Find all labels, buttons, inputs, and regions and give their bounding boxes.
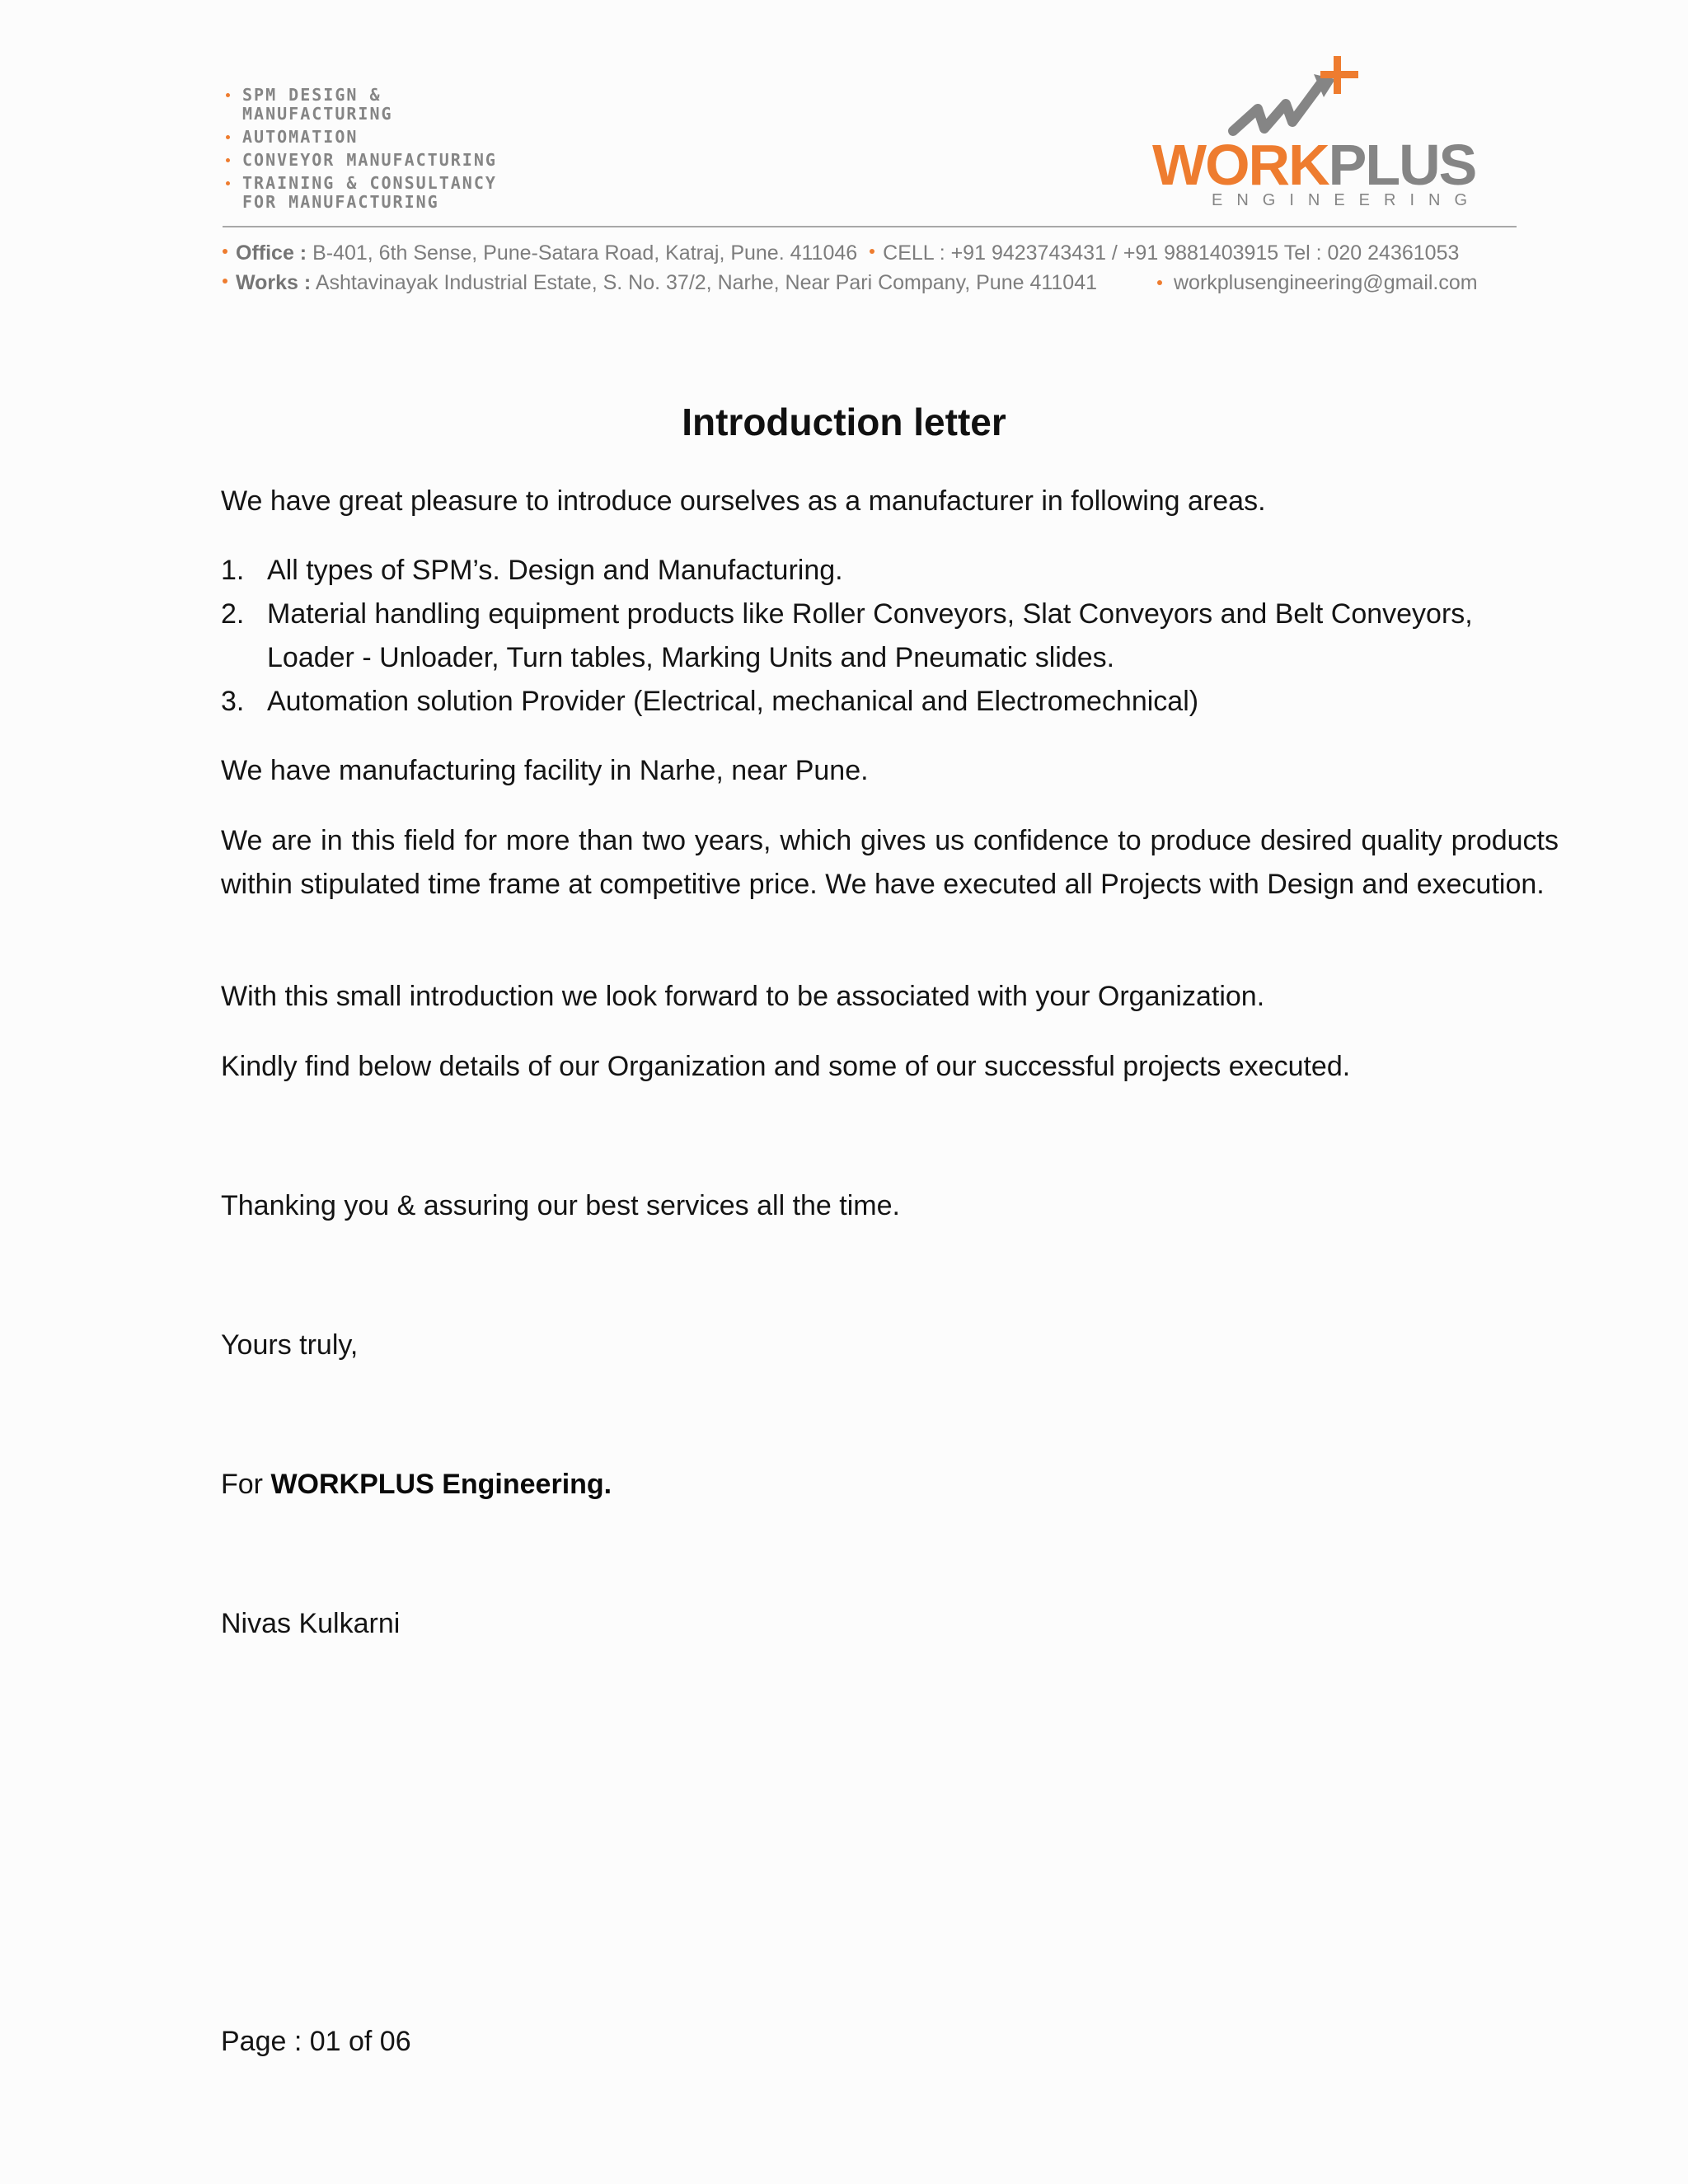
service-item: SPM DESIGN & MANUFACTURING — [223, 86, 569, 124]
works-address: Works : Ashtavinayak Industrial Estate, S. No. 37/2, Narhe, Near Pari Company, Pune 411041 — [223, 270, 1097, 295]
closing: Yours truly, — [221, 1329, 359, 1361]
intro-paragraph: We have great pleasure to introduce ourselves as a manufacturer in following areas. — [221, 485, 1266, 517]
header-divider — [223, 226, 1517, 227]
page-title: Introduction letter — [682, 401, 1006, 443]
email-address: workplusengineering@gmail.com — [1157, 270, 1478, 295]
facility-paragraph: We have manufacturing facility in Narhe, near Pune. — [221, 755, 869, 786]
logo-wordmark: WORKPLUS — [1152, 133, 1476, 197]
bullet-icon — [223, 279, 227, 284]
growth-arrow-icon — [1228, 53, 1376, 143]
experience-paragraph: We are in this field for more than two years, which gives us confidence to produce desired quality products within stipulated time frame at competitive price. We have executed all Projects with Design and execution. — [221, 825, 1559, 900]
services-list — [223, 86, 569, 216]
details-paragraph: Kindly find below details of our Organization and some of our successful projects executed. — [221, 1051, 1351, 1082]
office-address: Office : B-401, 6th Sense, Pune-Satara Road, Katraj, Pune. 411046 CELL : +91 9423743431 / +91 9881403915 Tel : 020 24361053 — [223, 241, 1459, 265]
signature-company: For WORKPLUS Engineering. — [221, 1469, 612, 1500]
areas-list — [221, 549, 1559, 724]
list-item: 3. Automation solution Provider (Electrical, mechanical and Electromechnical) — [221, 686, 1199, 717]
association-paragraph: With this small introduction we look forward to be associated with your Organization. — [221, 981, 1265, 1012]
bullet-icon — [223, 249, 227, 254]
thanks-paragraph: Thanking you & assuring our best services all the time. — [221, 1190, 900, 1221]
signatory-name: Nivas Kulkarni — [221, 1608, 401, 1639]
list-item: 2. Material handling equipment products like Roller Conveyors, Slat Conveyors and Belt Conveyors, Loader - Unloader, Turn tables, Marking Units and Pneumatic slides. — [221, 598, 1473, 673]
service-item: CONVEYOR MANUFACTURING — [223, 151, 569, 170]
list-item: 1. All types of SPM’s. Design and Manufacturing. — [221, 555, 843, 586]
service-item: AUTOMATION — [223, 128, 569, 147]
company-logo — [1146, 53, 1492, 218]
bullet-icon — [1157, 280, 1162, 285]
page-number: Page : 01 of 06 — [221, 2026, 411, 2057]
service-item: TRAINING & CONSULTANCY FOR MANUFACTURING — [223, 174, 569, 212]
logo-subtitle: ENGINEERING — [1212, 191, 1482, 209]
bullet-icon — [870, 249, 874, 254]
